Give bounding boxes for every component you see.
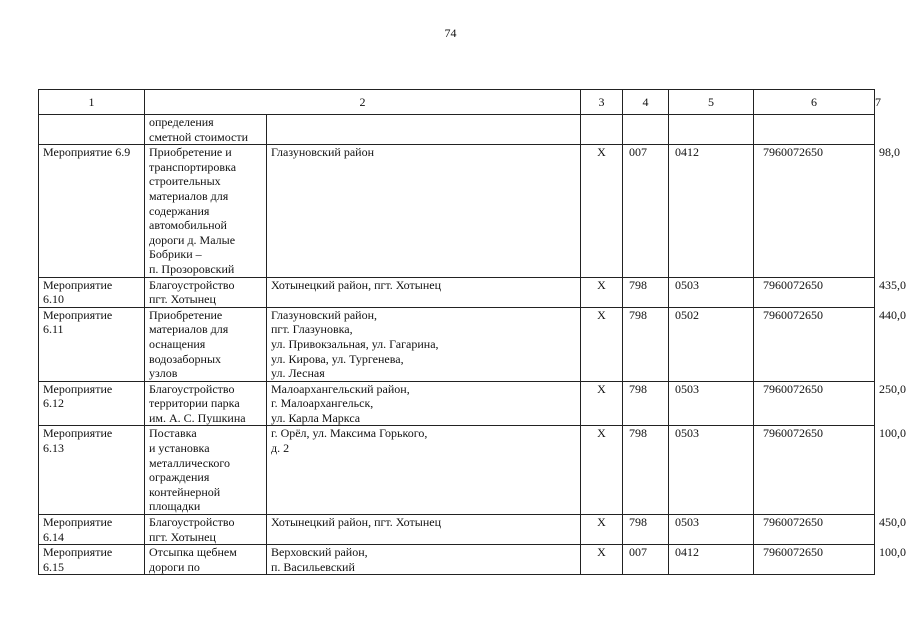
- col5-cell: 0503: [669, 381, 754, 426]
- location-cell: г. Орёл, ул. Максима Горького, д. 2: [267, 426, 581, 515]
- event-cell: Мероприятие 6.11: [39, 307, 145, 381]
- header-col-1: 1: [39, 90, 145, 115]
- table-row: Мероприятие 6.15 Отсыпка щебнем дороги по Верховский район, п. Васильевский Х 007 0412 7960072650 100,0: [39, 545, 875, 575]
- header-col-5: 5: [669, 90, 754, 115]
- event-cell: Мероприятие 6.12: [39, 381, 145, 426]
- col6-cell: 7960072650: [754, 277, 875, 307]
- location-cell: Глазуновский район, пгт. Глазуновка, ул. Привокзальная, ул. Гагарина, ул. Кирова, ул. Тургенева, ул. Лесная: [267, 307, 581, 381]
- page-number: 74: [444, 26, 457, 40]
- table-row: Мероприятие 6.14 Благоустройство пгт. Хотынец Хотынецкий район, пгт. Хотынец Х 798 0503 7960072650 450,0: [39, 515, 875, 545]
- col3-cell: Х: [581, 515, 623, 545]
- header-row: 1 2 3 4 5 6 7: [39, 90, 875, 115]
- col4-cell: 798: [623, 277, 669, 307]
- event-cell: Мероприятие 6.14: [39, 515, 145, 545]
- name-cell: Благоустройство пгт. Хотынец: [145, 277, 267, 307]
- col3-cell: Х: [581, 307, 623, 381]
- name-cell: Поставка и установка металлического ограждения контейнерной площадки: [145, 426, 267, 515]
- table-row: Мероприятие 6.10 Благоустройство пгт. Хотынец Хотынецкий район, пгт. Хотынец Х 798 0503 7960072650 435,0: [39, 277, 875, 307]
- name-cell: Благоустройство пгт. Хотынец: [145, 515, 267, 545]
- col4-cell: 007: [623, 145, 669, 277]
- location-cell: Хотынецкий район, пгт. Хотынец: [267, 277, 581, 307]
- col5-cell: 0503: [669, 515, 754, 545]
- table-row: Мероприятие 6.13 Поставка и установка металлического ограждения контейнерной площадки г. Орёл, ул. Максима Горького, д. 2 Х 798 0503 7960072650 100,0: [39, 426, 875, 515]
- col5-cell: 0503: [669, 426, 754, 515]
- col6-cell: 7960072650: [754, 381, 875, 426]
- col4-cell: 798: [623, 381, 669, 426]
- col6-cell: 7960072650: [754, 545, 875, 575]
- location-cell: Малоархангельский район, г. Малоархангельск, ул. Карла Маркса: [267, 381, 581, 426]
- location-cell: Глазуновский район: [267, 145, 581, 277]
- location-cell: Верховский район, п. Васильевский: [267, 545, 581, 575]
- col6-cell: 7960072650: [754, 307, 875, 381]
- event-cell: Мероприятие 6.15: [39, 545, 145, 575]
- name-cell: Приобретение материалов для оснащения водозаборных узлов: [145, 307, 267, 381]
- col3-cell: Х: [581, 277, 623, 307]
- event-cell: Мероприятие 6.10: [39, 277, 145, 307]
- name-cell: Отсыпка щебнем дороги по: [145, 545, 267, 575]
- name-cell: Приобретение и транспортировка строительных материалов для содержания автомобильной дороги д. Малые Бобрики – п. Прозоровский: [145, 145, 267, 277]
- col3-cell: Х: [581, 426, 623, 515]
- header-col-2: 2: [145, 90, 581, 115]
- continuation-name: определения сметной стоимости: [145, 115, 267, 145]
- col4-cell: 007: [623, 545, 669, 575]
- event-cell: Мероприятие 6.13: [39, 426, 145, 515]
- col6-cell: 7960072650: [754, 426, 875, 515]
- continuation-row: [39, 115, 875, 145]
- col3-cell: Х: [581, 145, 623, 277]
- col5-cell: 0412: [669, 545, 754, 575]
- col4-cell: 798: [623, 426, 669, 515]
- table-row: Мероприятие 6.11 Приобретение материалов для оснащения водозаборных узлов Глазуновский район, пгт. Глазуновка, ул. Привокзальная, ул. Гагарина, ул. Кирова, ул. Тургенева, ул. Лесная Х 798 0502 7960072650 440,0: [39, 307, 875, 381]
- header-col-6: 6: [754, 90, 875, 115]
- col3-cell: Х: [581, 545, 623, 575]
- col3-cell: Х: [581, 381, 623, 426]
- col4-cell: 798: [623, 515, 669, 545]
- header-col-4: 4: [623, 90, 669, 115]
- header-col-3: 3: [581, 90, 623, 115]
- location-cell: Хотынецкий район, пгт. Хотынец: [267, 515, 581, 545]
- col6-cell: 7960072650: [754, 515, 875, 545]
- event-cell: Мероприятие 6.9: [39, 145, 145, 277]
- table-row: Мероприятие 6.9 Приобретение и транспортировка строительных материалов для содержания автомобильной дороги д. Малые Бобрики – п. Прозоровский Глазуновский район Х 007 0412 7960072650 98,0: [39, 145, 875, 277]
- col5-cell: 0412: [669, 145, 754, 277]
- col4-cell: 798: [623, 307, 669, 381]
- table-row: Мероприятие 6.12 Благоустройство территории парка им. А. С. Пушкина Малоархангельский район, г. Малоархангельск, ул. Карла Маркса Х 798 0503 7960072650 250,0: [39, 381, 875, 426]
- col5-cell: 0503: [669, 277, 754, 307]
- name-cell: Благоустройство территории парка им. А. С. Пушкина: [145, 381, 267, 426]
- col6-cell: 7960072650: [754, 145, 875, 277]
- col5-cell: 0502: [669, 307, 754, 381]
- budget-table: [38, 89, 906, 575]
